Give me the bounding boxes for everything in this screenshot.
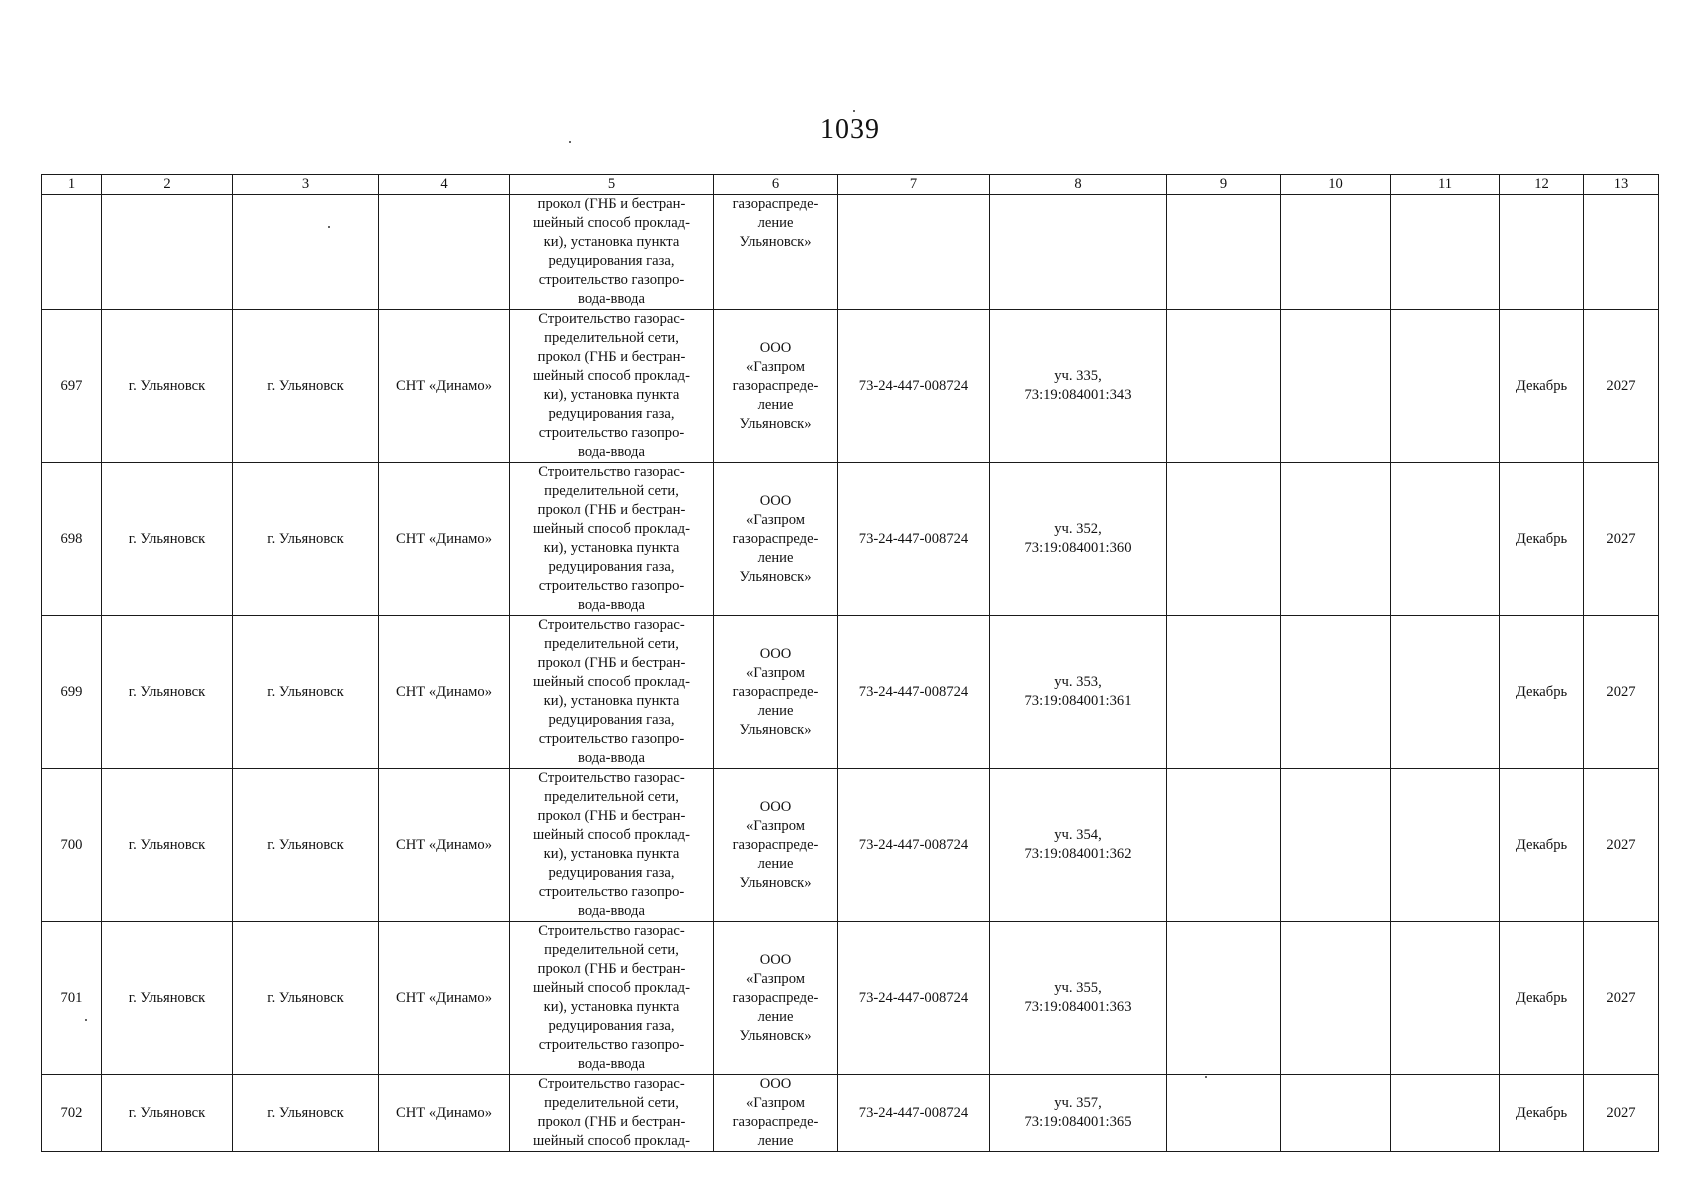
column-number: 11 (1391, 175, 1500, 195)
work-line: ки), установка пункта (543, 387, 680, 403)
org-line: ление (757, 549, 794, 566)
cell-organization (714, 616, 838, 769)
work-line: редуцирования газа, (548, 406, 675, 422)
cell-empty (1391, 769, 1500, 922)
cell-month: Декабрь (1500, 769, 1584, 922)
table-row (42, 922, 1659, 1075)
column-number: 3 (233, 175, 379, 195)
parcel-line: 73:19:084001:362 (1024, 846, 1132, 862)
cell-organization (714, 1075, 838, 1152)
column-number: 2 (102, 175, 233, 195)
cell-municipality: г. Ульяновск (102, 922, 233, 1075)
org-line: газораспреде- (732, 196, 819, 212)
cell-work-description (510, 922, 714, 1075)
cell-code: 73-24-447-008724 (838, 463, 990, 616)
cell-empty (1167, 310, 1281, 463)
cell-object: СНТ «Динамо» (379, 769, 510, 922)
table-row (42, 463, 1659, 616)
org-line: «Газпром (746, 1095, 805, 1111)
work-line: пределительной сети, (544, 789, 679, 805)
org-line: ление (757, 396, 794, 413)
cell-code: 73-24-447-008724 (838, 922, 990, 1075)
cell-settlement: г. Ульяновск (233, 310, 379, 463)
work-line: вода-ввода (578, 291, 645, 307)
parcel-line: 73:19:084001:361 (1024, 693, 1132, 709)
cell-year: 2027 (1584, 310, 1659, 463)
work-line: прокол (ГНБ и бестран- (537, 502, 686, 518)
parcel-line: уч. 352, (1054, 521, 1102, 537)
cell-object: СНТ «Динамо» (379, 922, 510, 1075)
work-line: Строительство газорас- (538, 617, 685, 633)
work-line: строительство газопро- (538, 1037, 685, 1053)
work-line: шейный способ проклад- (533, 368, 690, 384)
org-line: ООО (759, 339, 792, 356)
work-line: шейный способ проклад- (533, 827, 690, 843)
work-line: пределительной сети, (544, 636, 679, 652)
org-line: газораспреде- (732, 377, 819, 394)
cell-organization (714, 922, 838, 1075)
work-line: редуцирования газа, (548, 559, 675, 575)
scan-speck (853, 110, 855, 112)
cell-year (1584, 195, 1659, 310)
work-line: прокол (ГНБ и бестран- (537, 961, 686, 977)
cell-number: 700 (42, 769, 102, 922)
cell-empty (1281, 616, 1391, 769)
cell-year: 2027 (1584, 922, 1659, 1075)
work-line: шейный способ проклад- (533, 980, 690, 996)
cell-month: Декабрь (1500, 1075, 1584, 1152)
org-line: «Газпром (746, 664, 805, 681)
column-number: 10 (1281, 175, 1391, 195)
work-line: прокол (ГНБ и бестран- (537, 655, 686, 671)
column-number: 12 (1500, 175, 1584, 195)
work-line: шейный способ проклад- (533, 674, 690, 690)
cell-organization (714, 310, 838, 463)
org-line: ООО (759, 951, 792, 968)
cell-year: 2027 (1584, 616, 1659, 769)
cell-month (1500, 195, 1584, 310)
cell-code: 73-24-447-008724 (838, 1075, 990, 1152)
cell-object (379, 195, 510, 310)
cell-municipality: г. Ульяновск (102, 769, 233, 922)
cell-empty (1167, 616, 1281, 769)
cell-month: Декабрь (1500, 616, 1584, 769)
org-line: ООО (759, 1076, 792, 1092)
cell-parcel (990, 195, 1167, 310)
cell-parcel (990, 463, 1167, 616)
work-line: пределительной сети, (544, 330, 679, 346)
cell-parcel (990, 310, 1167, 463)
continuation-row (42, 195, 1659, 310)
cell-empty (1167, 195, 1281, 310)
cell-empty (1391, 463, 1500, 616)
cell-empty (1281, 922, 1391, 1075)
work-line: пределительной сети, (544, 942, 679, 958)
cell-empty (1281, 310, 1391, 463)
table-row (42, 1075, 1659, 1152)
org-line: газораспреде- (732, 683, 819, 700)
cell-empty (1167, 769, 1281, 922)
cell-object: СНТ «Динамо» (379, 616, 510, 769)
work-line: вода-ввода (578, 903, 645, 919)
cell-municipality: г. Ульяновск (102, 310, 233, 463)
org-line: Ульяновск» (739, 874, 812, 891)
cell-municipality: г. Ульяновск (102, 616, 233, 769)
cell-year: 2027 (1584, 769, 1659, 922)
column-number-row (42, 175, 1659, 195)
work-line: ки), установка пункта (543, 540, 680, 556)
cell-empty (1281, 195, 1391, 310)
org-line: ООО (759, 492, 792, 509)
work-line: прокол (ГНБ и бестран- (537, 1114, 686, 1130)
cell-parcel (990, 616, 1167, 769)
parcel-line: 73:19:084001:343 (1024, 387, 1132, 403)
cell-year: 2027 (1584, 463, 1659, 616)
cell-empty (1391, 310, 1500, 463)
org-line: газораспреде- (732, 530, 819, 547)
work-line: вода-ввода (578, 444, 645, 460)
parcel-line: уч. 354, (1054, 827, 1102, 843)
work-line: редуцирования газа, (548, 712, 675, 728)
work-line: строительство газопро- (538, 731, 685, 747)
page-number: 1039 (820, 114, 880, 145)
work-line: редуцирования газа, (548, 865, 675, 881)
column-number: 6 (714, 175, 838, 195)
parcel-line: уч. 357, (1054, 1095, 1102, 1111)
cell-empty (1167, 1075, 1281, 1152)
org-line: газораспреде- (732, 836, 819, 853)
cell-organization (714, 195, 838, 310)
work-line: ки), установка пункта (543, 999, 680, 1015)
work-line: Строительство газорас- (538, 464, 685, 480)
cell-code: 73-24-447-008724 (838, 769, 990, 922)
register-table (41, 174, 1659, 1152)
cell-settlement: г. Ульяновск (233, 1075, 379, 1152)
cell-empty (1281, 463, 1391, 616)
parcel-line: 73:19:084001:365 (1024, 1114, 1132, 1130)
cell-month: Декабрь (1500, 463, 1584, 616)
cell-month: Декабрь (1500, 310, 1584, 463)
column-number: 5 (510, 175, 714, 195)
cell-empty (1391, 922, 1500, 1075)
cell-municipality: г. Ульяновск (102, 1075, 233, 1152)
work-line: строительство газопро- (538, 884, 685, 900)
cell-work-description (510, 463, 714, 616)
cell-work-description (510, 1075, 714, 1152)
work-line: Строительство газорас- (538, 1076, 685, 1092)
work-line: вода-ввода (578, 1056, 645, 1072)
cell-empty (1391, 1075, 1500, 1152)
work-line: вода-ввода (578, 750, 645, 766)
work-line: прокол (ГНБ и бестран- (537, 808, 686, 824)
parcel-line: уч. 355, (1054, 980, 1102, 996)
work-line: Строительство газорас- (538, 311, 685, 327)
cell-parcel (990, 769, 1167, 922)
org-line: Ульяновск» (739, 721, 812, 738)
cell-municipality: г. Ульяновск (102, 463, 233, 616)
cell-object: СНТ «Динамо» (379, 463, 510, 616)
table-row (42, 310, 1659, 463)
org-line: ление (757, 1133, 794, 1149)
work-line: ки), установка пункта (543, 846, 680, 862)
table-row (42, 769, 1659, 922)
column-number: 1 (42, 175, 102, 195)
parcel-line: уч. 335, (1054, 368, 1102, 384)
cell-empty (1391, 195, 1500, 310)
work-line: ки), установка пункта (543, 693, 680, 709)
org-line: газораспреде- (732, 989, 819, 1006)
org-line: газораспреде- (732, 1114, 819, 1130)
cell-work-description (510, 310, 714, 463)
cell-organization (714, 463, 838, 616)
org-line: ление (757, 1008, 794, 1025)
work-line: ки), установка пункта (543, 234, 680, 250)
org-line: «Газпром (746, 358, 805, 375)
org-line: ление (757, 855, 794, 872)
work-line: вода-ввода (578, 597, 645, 613)
cell-empty (1281, 1075, 1391, 1152)
work-line: пределительной сети, (544, 483, 679, 499)
work-line: редуцирования газа, (548, 1018, 675, 1034)
work-line: шейный способ проклад- (533, 1133, 690, 1149)
org-line: ООО (759, 798, 792, 815)
cell-settlement: г. Ульяновск (233, 616, 379, 769)
org-line: «Газпром (746, 817, 805, 834)
org-line: ООО (759, 645, 792, 662)
cell-code: 73-24-447-008724 (838, 310, 990, 463)
cell-settlement: г. Ульяновск (233, 463, 379, 616)
work-line: пределительной сети, (544, 1095, 679, 1111)
cell-work-description (510, 616, 714, 769)
column-number: 8 (990, 175, 1167, 195)
parcel-line: 73:19:084001:360 (1024, 540, 1132, 556)
cell-settlement (233, 195, 379, 310)
cell-settlement: г. Ульяновск (233, 922, 379, 1075)
cell-object: СНТ «Динамо» (379, 1075, 510, 1152)
parcel-line: уч. 353, (1054, 674, 1102, 690)
cell-municipality (102, 195, 233, 310)
org-line: «Газпром (746, 511, 805, 528)
work-line: строительство газопро- (538, 578, 685, 594)
cell-number: 702 (42, 1075, 102, 1152)
org-line: Ульяновск» (739, 568, 812, 585)
column-number: 7 (838, 175, 990, 195)
org-line: «Газпром (746, 970, 805, 987)
cell-empty (1167, 922, 1281, 1075)
parcel-line: 73:19:084001:363 (1024, 999, 1132, 1015)
cell-empty (1167, 463, 1281, 616)
cell-year: 2027 (1584, 1075, 1659, 1152)
cell-code (838, 195, 990, 310)
cell-object: СНТ «Динамо» (379, 310, 510, 463)
work-line: строительство газопро- (538, 425, 685, 441)
work-line: редуцирования газа, (548, 253, 675, 269)
cell-work-description (510, 195, 714, 310)
cell-number: 697 (42, 310, 102, 463)
work-line: Строительство газорас- (538, 923, 685, 939)
cell-parcel (990, 1075, 1167, 1152)
org-line: Ульяновск» (739, 415, 812, 432)
cell-parcel (990, 922, 1167, 1075)
cell-empty (1391, 616, 1500, 769)
work-line: прокол (ГНБ и бестран- (537, 349, 686, 365)
cell-number (42, 195, 102, 310)
org-line: Ульяновск» (739, 1027, 812, 1044)
table-row (42, 616, 1659, 769)
org-line: ление (757, 215, 794, 231)
work-line: Строительство газорас- (538, 770, 685, 786)
column-number: 13 (1584, 175, 1659, 195)
cell-organization (714, 769, 838, 922)
cell-number: 698 (42, 463, 102, 616)
column-number: 4 (379, 175, 510, 195)
cell-number: 699 (42, 616, 102, 769)
cell-work-description (510, 769, 714, 922)
work-line: шейный способ проклад- (533, 521, 690, 537)
org-line: ление (757, 702, 794, 719)
work-line: шейный способ проклад- (533, 215, 690, 231)
cell-number: 701 (42, 922, 102, 1075)
cell-empty (1281, 769, 1391, 922)
work-line: прокол (ГНБ и бестран- (537, 196, 686, 212)
cell-settlement: г. Ульяновск (233, 769, 379, 922)
work-line: строительство газопро- (538, 272, 685, 288)
column-number: 9 (1167, 175, 1281, 195)
scan-speck (569, 141, 571, 143)
cell-month: Декабрь (1500, 922, 1584, 1075)
cell-code: 73-24-447-008724 (838, 616, 990, 769)
org-line: Ульяновск» (739, 234, 812, 250)
